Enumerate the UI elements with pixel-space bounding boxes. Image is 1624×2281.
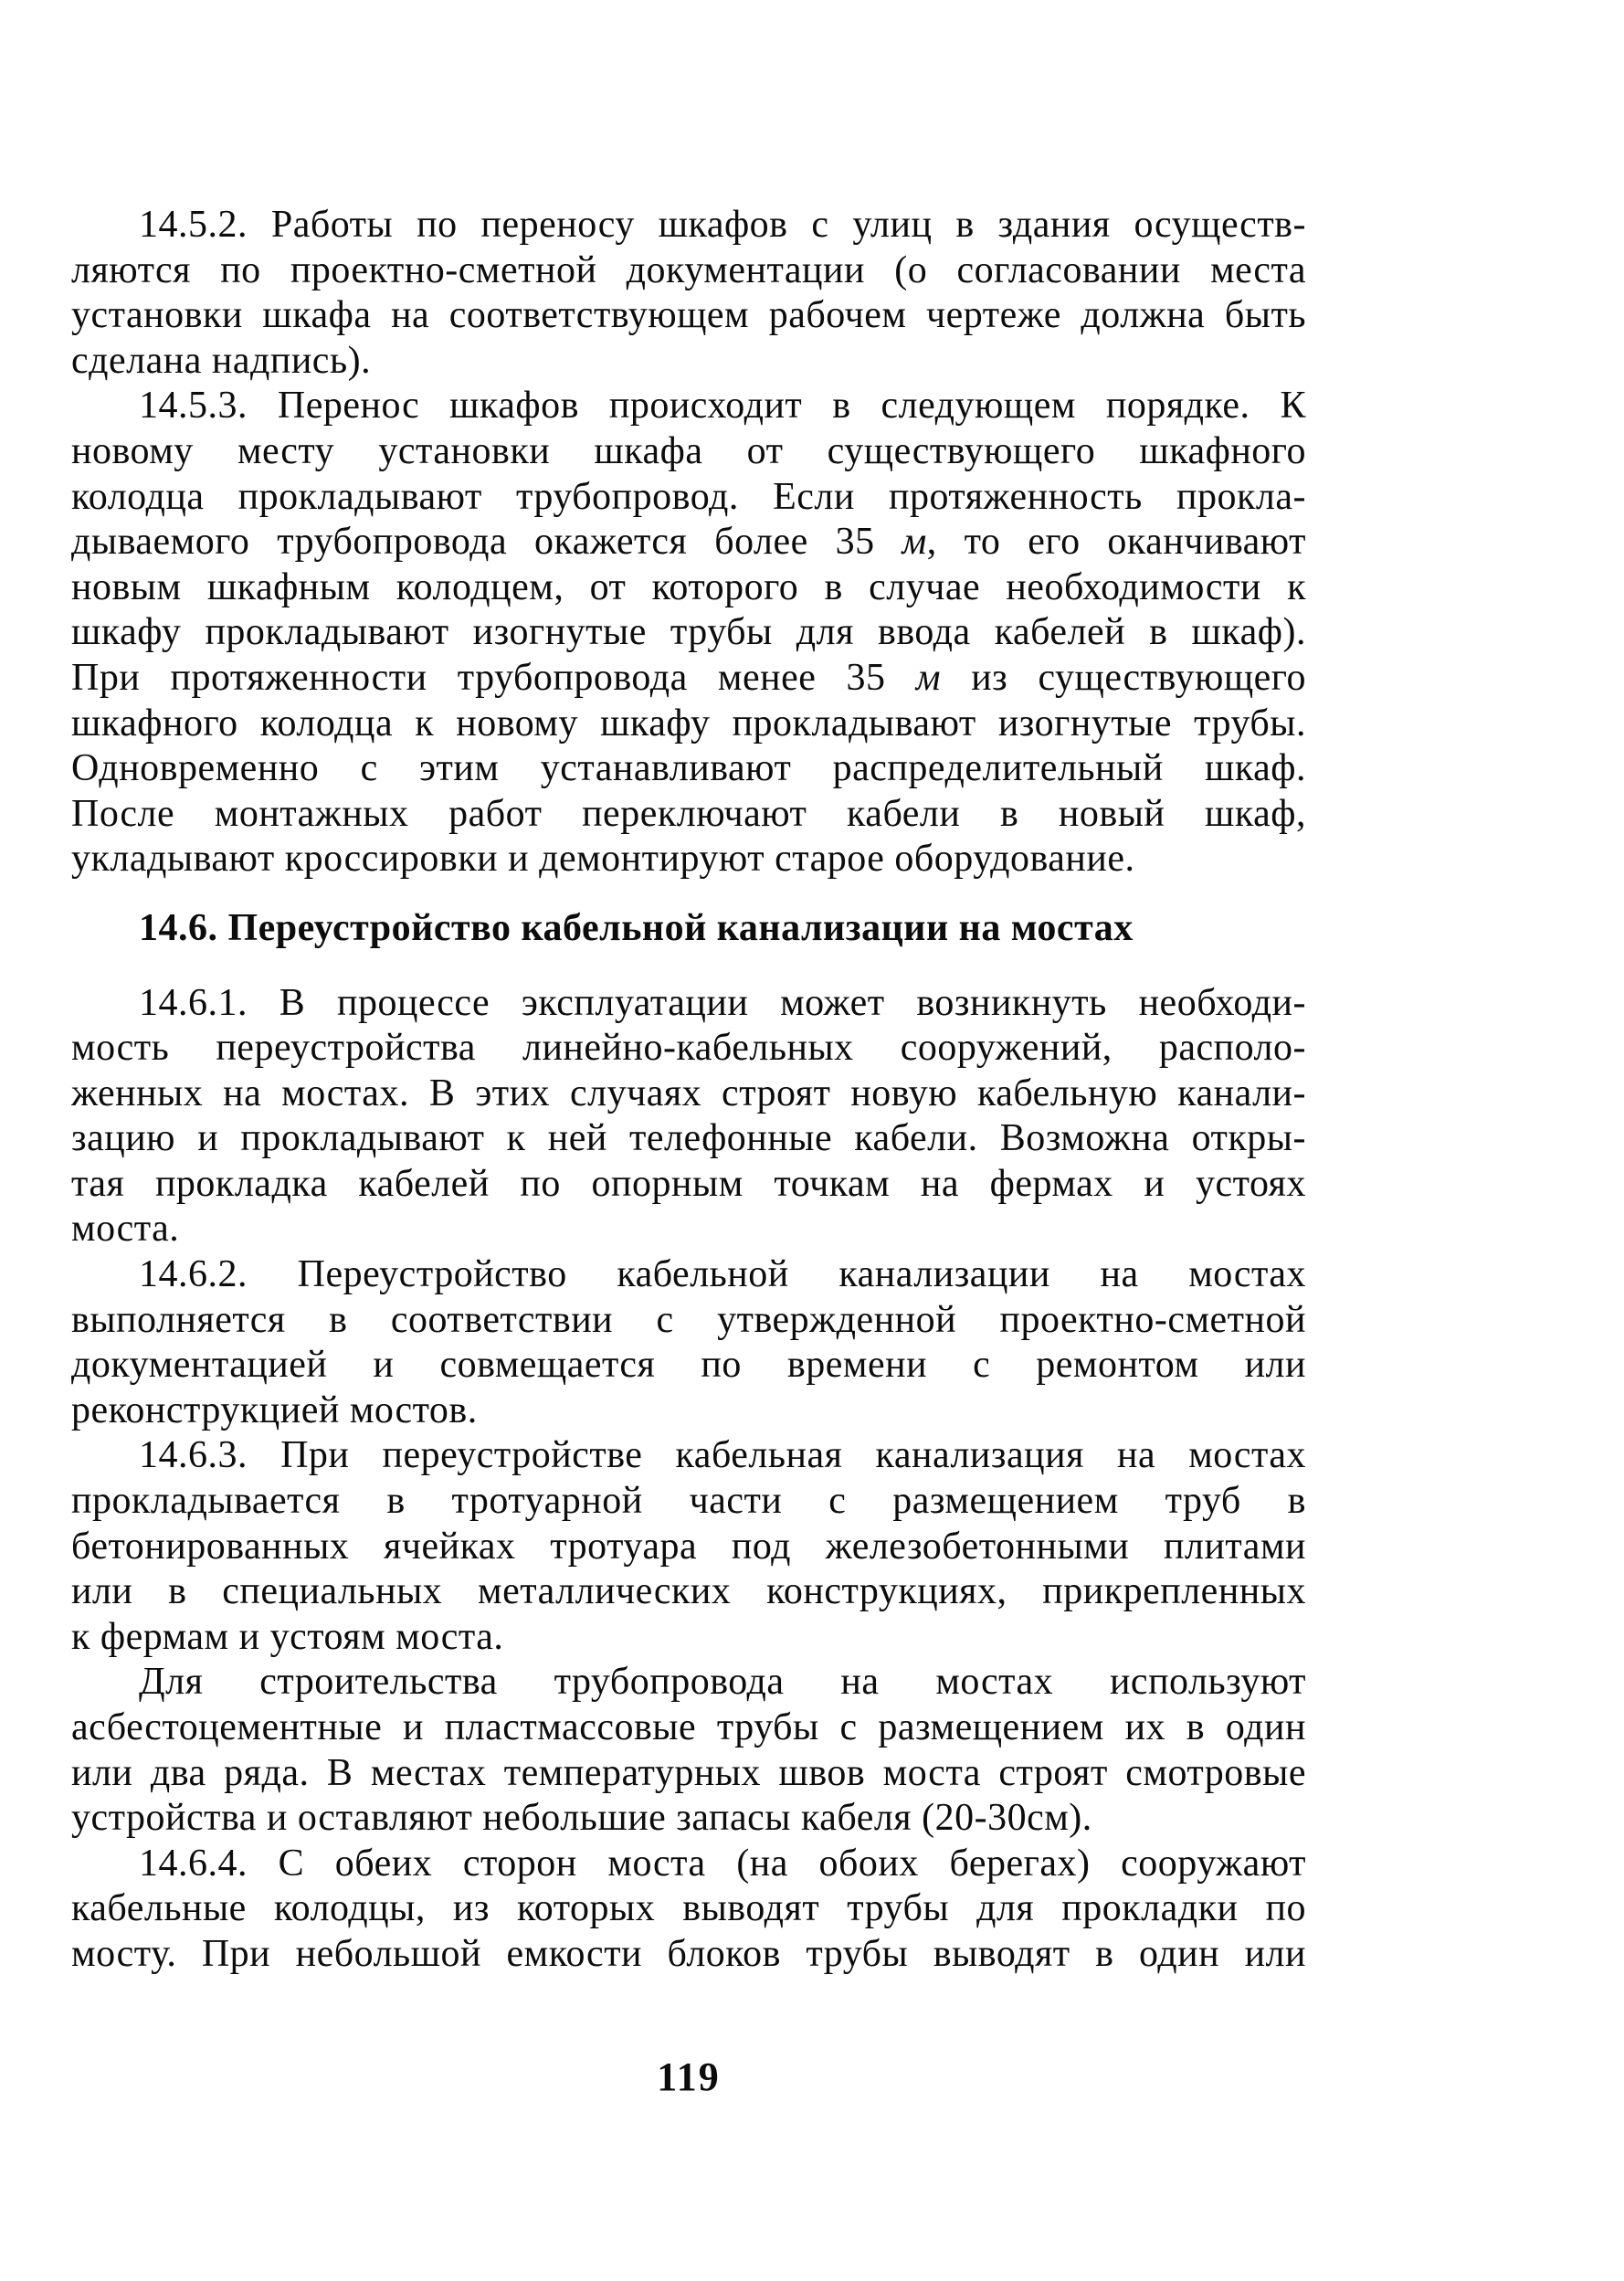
text-line: новым шкафным колодцем, от которого в случае необходимости к bbox=[71, 565, 1306, 608]
text-line: 14.6.3. При переустройстве кабельная канализация на мостах bbox=[139, 1434, 1306, 1477]
text-line: После монтажных работ переключают кабели в новый шкаф, bbox=[71, 792, 1306, 835]
paragraph-14-5-2 bbox=[71, 203, 1306, 384]
text-line: мость переустройства линейно-кабельных сооружений, располо- bbox=[71, 1027, 1306, 1070]
paragraph-14-6-2 bbox=[71, 1252, 1306, 1433]
text-block bbox=[71, 203, 1306, 1978]
text-line: к фермам и устоям моста. bbox=[71, 1615, 504, 1658]
section-heading-14-6 bbox=[71, 906, 1306, 952]
text-line: мосту. При небольшой емкости блоков трубы выводят в один или bbox=[71, 1932, 1306, 1975]
text-line: кабельные колодцы, из которых выводят трубы для прокладки по bbox=[71, 1887, 1306, 1930]
text-line: Для строительства трубопровода на мостах используют bbox=[139, 1661, 1306, 1704]
paragraph-bridge-pipes bbox=[71, 1660, 1306, 1841]
text-line: колодца прокладывают трубопровод. Если протяженность прокла- bbox=[71, 475, 1306, 518]
text-line: шкафу прокладывают изогнутые трубы для ввода кабелей в шкаф). bbox=[71, 611, 1306, 654]
text-line: дываемого трубопровода окажется более 35 м, то его оканчивают bbox=[71, 521, 1306, 564]
text-line: асбестоцементные и пластмассовые трубы с размещением их в один bbox=[71, 1706, 1306, 1748]
text-line: документацией и совмещается по времени с ремонтом или bbox=[71, 1344, 1306, 1387]
text-line: тая прокладка кабелей по опорным точкам на фермах и устоях bbox=[71, 1162, 1306, 1205]
text-line: новому месту установки шкафа от существующего шкафного bbox=[71, 429, 1306, 472]
text-line: 14.5.3. Перенос шкафов происходит в следующем порядке. К bbox=[139, 385, 1306, 428]
text-line: 14.5.2. Работы по переносу шкафов с улиц в здания осуществ- bbox=[139, 204, 1306, 246]
text-line: Одновременно с этим устанавливают распределительный шкаф. bbox=[71, 747, 1306, 790]
text-line: укладывают кроссировки и демонтируют старое оборудование. bbox=[71, 838, 1135, 881]
text-line: 14.6.2. Переустройство кабельной канализации на мостах bbox=[139, 1253, 1306, 1296]
text-line: женных на мостах. В этих случаях строят новую кабельную канали- bbox=[71, 1072, 1306, 1114]
text-line: или два ряда. В местах температурных швов моста строят смотровые bbox=[71, 1751, 1306, 1794]
text-line: устройства и оставляют небольшие запасы кабеля (20-30см). bbox=[71, 1797, 1092, 1840]
text-line: выполняется в соответствии с утвержденной проектно-сметной bbox=[71, 1298, 1306, 1341]
text-line: 14.6.4. С обеих сторон моста (на обоих берегах) сооружают bbox=[139, 1842, 1306, 1885]
text-line: или в специальных металлических конструкциях, прикрепленных bbox=[71, 1570, 1306, 1613]
italic-unit-m: м bbox=[902, 521, 927, 564]
text-line: установки шкафа на соответствующем рабочем чертеже должна быть bbox=[71, 294, 1306, 337]
text-line: ляются по проектно-сметной документации (о согласовании места bbox=[71, 248, 1306, 291]
paragraph-14-5-3 bbox=[71, 384, 1306, 882]
text-line: При протяженности трубопровода менее 35 м из существующего bbox=[71, 656, 1306, 699]
paragraph-14-6-3 bbox=[71, 1433, 1306, 1660]
italic-unit-m: м bbox=[915, 656, 942, 699]
text-line: реконструкцией мостов. bbox=[71, 1389, 478, 1431]
text-line: 14.6. Переустройство кабельной канализации на мостах bbox=[139, 906, 1134, 949]
text-line: прокладывается в тротуарной части с размещением труб в bbox=[71, 1480, 1306, 1523]
paragraph-14-6-4 bbox=[71, 1842, 1306, 1978]
text-line: моста. bbox=[71, 1208, 180, 1251]
page-number: 119 bbox=[657, 2054, 721, 2099]
text-line: сделана надпись). bbox=[71, 339, 372, 382]
text-line: 14.6.1. В процессе эксплуатации может возникнуть необходи- bbox=[139, 981, 1306, 1024]
text-line: зацию и прокладывают к ней телефонные кабели. Возможна откры- bbox=[71, 1117, 1306, 1160]
text-line: бетонированных ячейках тротуара под железобетонными плитами bbox=[71, 1525, 1306, 1568]
text-line: шкафного колодца к новому шкафу прокладывают изогнутые трубы. bbox=[71, 702, 1306, 744]
paragraph-14-6-1 bbox=[71, 981, 1306, 1253]
